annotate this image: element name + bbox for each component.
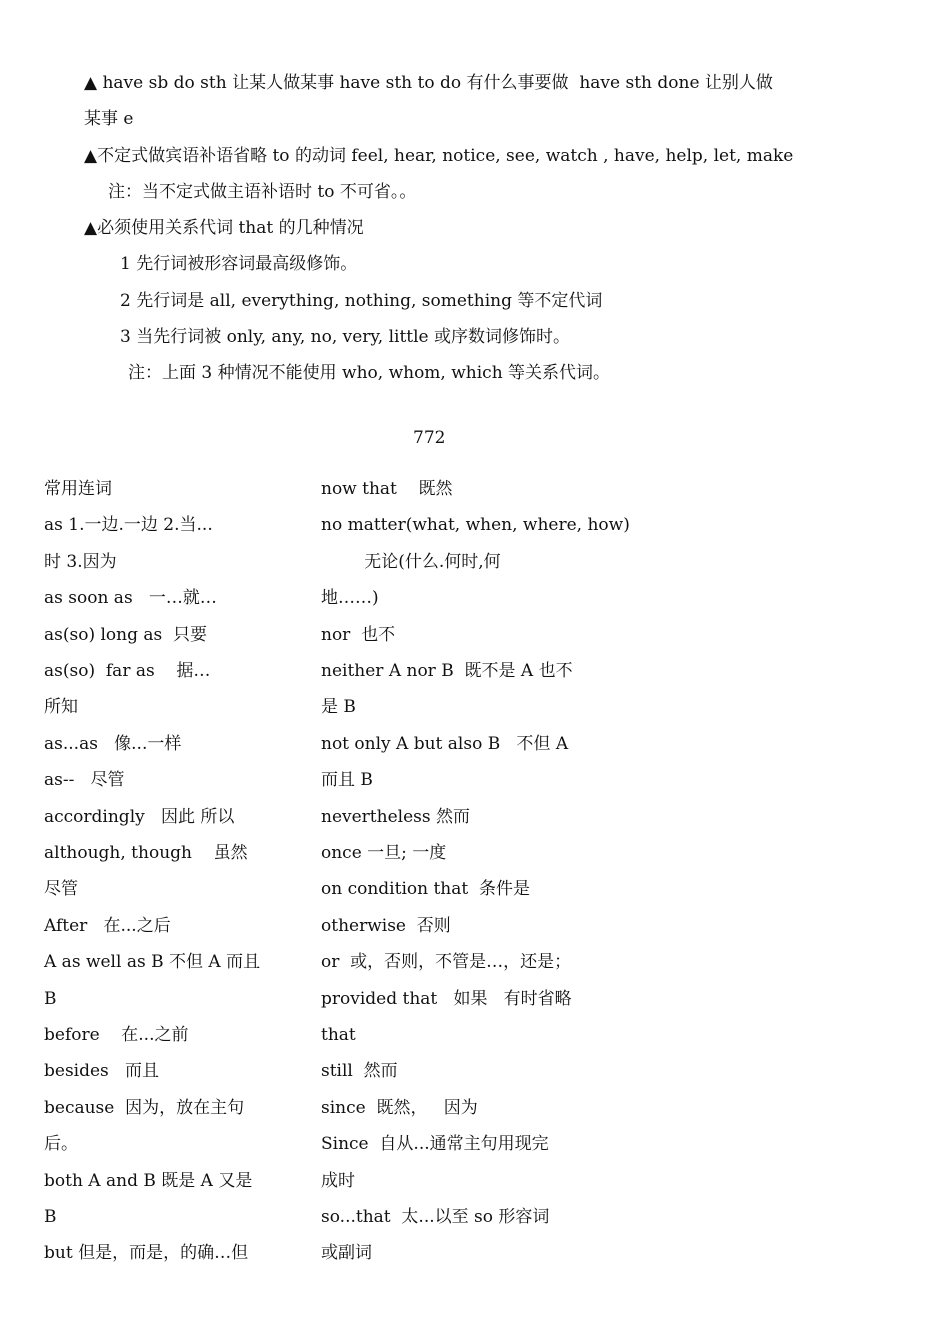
list-item: as...as 像...一样 xyxy=(44,733,182,754)
list-item: Since 自从...通常主句用现完 xyxy=(321,1134,549,1155)
rule-item-1: 1 先行词被形容词最高级修饰。 xyxy=(120,254,358,274)
list-item: B xyxy=(44,988,57,1009)
list-item: now that 既然 xyxy=(321,479,453,499)
text-line-continuation: 某事 e xyxy=(84,109,134,129)
list-item: 尽管 xyxy=(44,879,78,900)
text-line-infinitive-complement: ▲不定式做宾语补语省略 to 的动词 feel, hear, notice, see, watch , have, help, let, make xyxy=(84,146,794,166)
list-item: not only A but also B 不但 A xyxy=(321,733,569,754)
list-item: 常用连词 xyxy=(44,479,112,499)
heading-relative-pronoun-that: ▲必须使用关系代词 that 的几种情况 xyxy=(84,218,364,238)
list-item: although, though 虽然 xyxy=(44,843,248,863)
list-item: neither A nor B 既不是 A 也不 xyxy=(321,661,573,681)
list-item: that xyxy=(321,1025,356,1045)
rule-item-3: 3 当先行词被 only, any, no, very, little 或序数词修饰时。 xyxy=(120,327,571,347)
list-item: both A and B 既是 A 又是 xyxy=(44,1170,253,1191)
list-item: 是 B xyxy=(321,697,356,718)
list-item: 后。 xyxy=(44,1134,78,1155)
list-item: A as well as B 不但 A 而且 xyxy=(44,952,261,973)
text-line-have-sb-do-sth: ▲ have sb do sth 让某人做某事 have sth to do 有什么事要做 have sth done 让别人做 xyxy=(84,73,773,93)
list-item: 而且 B xyxy=(321,770,373,791)
list-item: so...that 太...以至 so 形容词 xyxy=(321,1207,550,1227)
list-item: B xyxy=(44,1207,57,1227)
list-item: 成时 xyxy=(321,1170,355,1191)
list-item: provided that 如果 有时省略 xyxy=(321,988,572,1009)
list-item: accordingly 因此 所以 xyxy=(44,806,235,827)
list-item: once 一旦; 一度 xyxy=(321,843,447,863)
list-item: since 既然， 因为 xyxy=(321,1097,478,1118)
list-item: 所知 xyxy=(44,697,78,718)
list-item: still 然而 xyxy=(321,1061,398,1082)
list-item: After 在...之后 xyxy=(44,915,171,936)
list-item: before 在...之前 xyxy=(44,1025,189,1045)
note-line-2: 注：上面 3 种情况不能使用 who, whom, which 等关系代词。 xyxy=(128,363,611,383)
list-item: otherwise 否则 xyxy=(321,915,451,936)
list-item: 无论(什么.何时,何 xyxy=(321,551,501,572)
list-item: no matter(what, when, where, how) xyxy=(321,515,630,536)
list-item: on condition that 条件是 xyxy=(321,879,531,900)
list-item: as(so) far as 据… xyxy=(44,661,211,681)
list-item: but 但是，而是，的确…但 xyxy=(44,1243,249,1264)
list-item: nor 也不 xyxy=(321,624,396,645)
list-item: because 因为，放在主句 xyxy=(44,1097,245,1118)
list-item: as(so) long as 只要 xyxy=(44,624,208,645)
list-item: as-- 尽管 xyxy=(44,770,125,791)
list-item: nevertheless 然而 xyxy=(321,806,470,827)
list-item: or 或，否则，不管是…，还是； xyxy=(321,952,572,973)
page-number: 772 xyxy=(413,428,446,448)
list-item: 地……) xyxy=(321,588,379,609)
rule-item-2: 2 先行词是 all, everything, nothing, something 等不定代词 xyxy=(120,291,603,311)
list-item: 时 3.因为 xyxy=(44,551,117,572)
note-line: 注：当不定式做主语补语时 to 不可省。。 xyxy=(108,182,417,202)
list-item: as soon as 一…就… xyxy=(44,588,217,609)
list-item: as 1.一边.一边 2.当... xyxy=(44,515,213,536)
list-item: besides 而且 xyxy=(44,1061,159,1082)
list-item: 或副词 xyxy=(321,1243,372,1264)
